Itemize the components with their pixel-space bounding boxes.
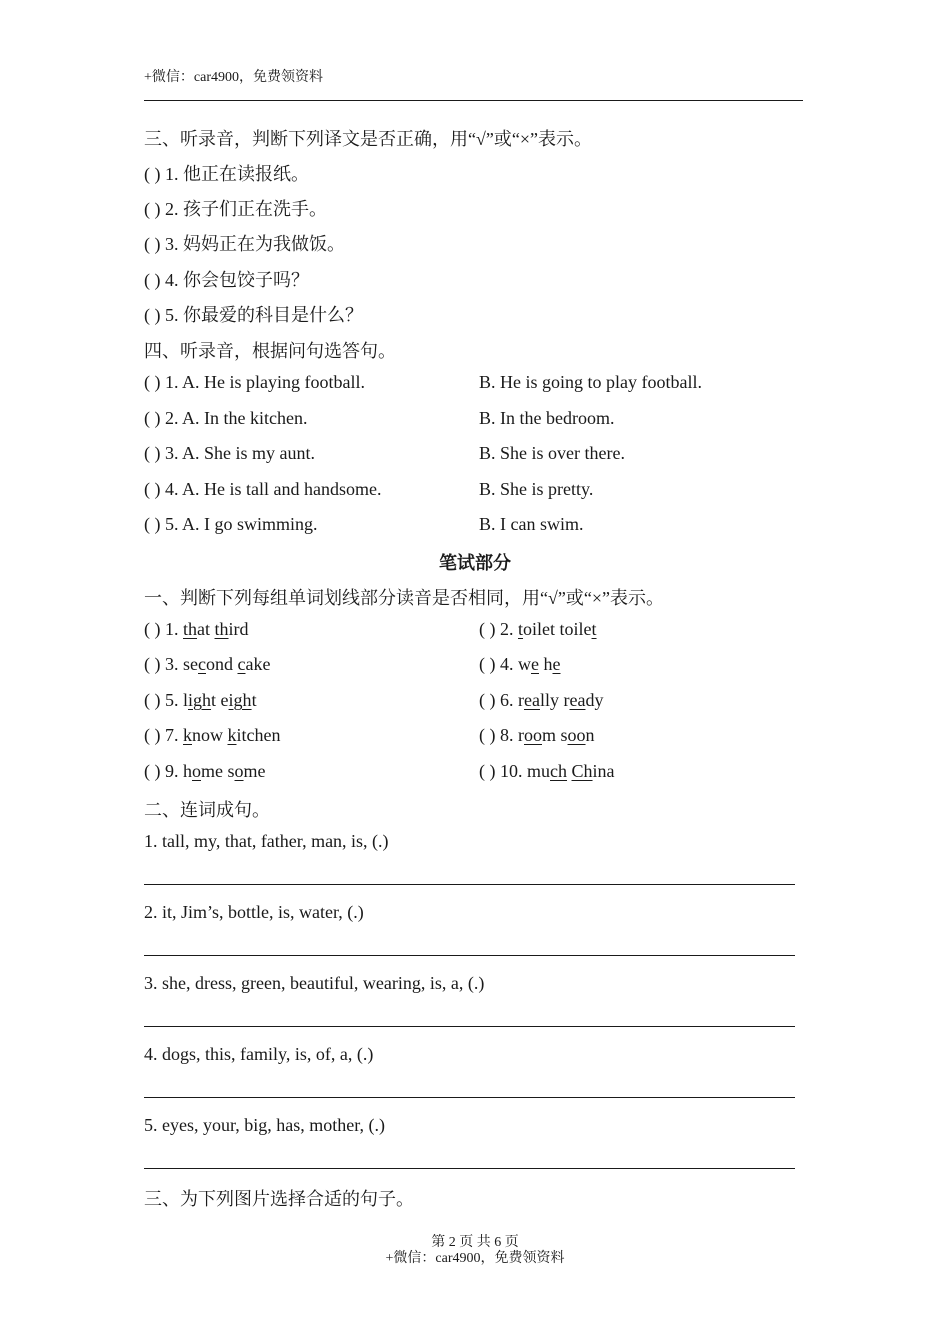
section3-title: 三、听录音，判断下列译文是否正确，用“√”或“×”表示。 bbox=[144, 129, 592, 149]
underlined-letters: o bbox=[192, 761, 201, 781]
word-part: h bbox=[543, 654, 553, 674]
choice-b: B. She is pretty. bbox=[479, 479, 594, 499]
word-part: oilet bbox=[523, 619, 556, 639]
underlined-letters: c bbox=[237, 654, 246, 674]
item-number: 10. bbox=[500, 761, 523, 781]
answer-paren: ( ) bbox=[144, 690, 161, 710]
underlined-letters: e bbox=[531, 654, 539, 674]
word-part: t bbox=[211, 690, 217, 710]
underlined-letters: ea bbox=[524, 690, 540, 710]
choice-a: ( ) 3. A. She is my aunt. bbox=[144, 443, 315, 463]
written2-title: 二、连词成句。 bbox=[144, 800, 270, 820]
underlined-letters: t bbox=[591, 619, 597, 639]
underlined-letters: igh bbox=[188, 690, 212, 710]
word-part: ond bbox=[206, 654, 233, 674]
underlined-letters: oo bbox=[567, 725, 586, 745]
word-part: r bbox=[518, 725, 524, 745]
phonics-item bbox=[144, 654, 270, 675]
word-part: m bbox=[542, 725, 557, 745]
sentence-prompt: 2. it, Jim’s, bottle, is, water, (.) bbox=[144, 902, 364, 922]
word-part: s bbox=[227, 761, 235, 781]
answer-line[interactable] bbox=[144, 1026, 795, 1027]
word-part: toile bbox=[559, 619, 592, 639]
item-number: 6. bbox=[500, 690, 514, 710]
underlined-letters: ch bbox=[550, 761, 568, 781]
item-number: 2. bbox=[500, 619, 514, 639]
word-part: now bbox=[192, 725, 223, 745]
word-part: me bbox=[243, 761, 266, 781]
item-number: 9. bbox=[165, 761, 179, 781]
word-part: h bbox=[183, 761, 192, 781]
answer-line[interactable] bbox=[144, 884, 795, 885]
list-item: ( ) 5. 你最爱的科目是什么？ bbox=[144, 305, 363, 325]
section4-title: 四、听录音，根据问句选答句。 bbox=[144, 341, 396, 361]
underlined-letters: k bbox=[227, 725, 237, 745]
footer-note: +微信：car4900，免费领资料 bbox=[385, 1251, 565, 1266]
underlined-letters: th bbox=[183, 619, 198, 639]
word-part: s bbox=[560, 725, 568, 745]
choice-b: B. He is going to play football. bbox=[479, 372, 702, 392]
phonics-item bbox=[479, 690, 603, 711]
phonics-item bbox=[144, 690, 257, 711]
word-part: lly bbox=[539, 690, 559, 710]
answer-line[interactable] bbox=[144, 1168, 795, 1169]
underlined-letters: Ch bbox=[571, 761, 593, 781]
item-number: 7. bbox=[165, 725, 179, 745]
written3-title: 三、为下列图片选择合适的句子。 bbox=[144, 1189, 414, 1209]
underlined-letters: c bbox=[198, 654, 206, 674]
word-part: w bbox=[518, 654, 531, 674]
page-number: 第 2 页 共 6 页 bbox=[431, 1235, 519, 1250]
answer-paren: ( ) bbox=[479, 761, 496, 781]
list-item: ( ) 3. 妈妈正在为我做饭。 bbox=[144, 234, 345, 254]
underlined-letters: t bbox=[518, 619, 524, 639]
underlined-letters: o bbox=[234, 761, 244, 781]
word-part: itchen bbox=[236, 725, 281, 745]
word-part: at bbox=[197, 619, 211, 639]
word-part: ina bbox=[592, 761, 615, 781]
answer-line[interactable] bbox=[144, 955, 795, 956]
phonics-item bbox=[479, 654, 561, 675]
list-item: ( ) 1. 他正在读报纸。 bbox=[144, 164, 309, 184]
list-item: ( ) 4. 你会包饺子吗？ bbox=[144, 270, 309, 290]
list-item: ( ) 2. 孩子们正在洗手。 bbox=[144, 199, 327, 219]
choice-a: ( ) 1. A. He is playing football. bbox=[144, 372, 365, 392]
word-part: se bbox=[183, 654, 198, 674]
answer-paren: ( ) bbox=[144, 761, 161, 781]
answer-paren: ( ) bbox=[479, 725, 496, 745]
phonics-item bbox=[479, 725, 595, 746]
sentence-prompt: 3. she, dress, green, beautiful, wearing, is, a, (.) bbox=[144, 973, 485, 993]
choice-b: B. She is over there. bbox=[479, 443, 625, 463]
written1-title: 一、判断下列每组单词划线部分读音是否相同，用“√”或“×”表示。 bbox=[144, 588, 664, 608]
item-number: 5. bbox=[165, 690, 179, 710]
answer-paren: ( ) bbox=[144, 654, 161, 674]
answer-line[interactable] bbox=[144, 1097, 795, 1098]
word-part: t bbox=[251, 690, 257, 710]
word-part: ird bbox=[228, 619, 249, 639]
item-number: 1. bbox=[165, 619, 179, 639]
underlined-letters: e bbox=[552, 654, 561, 674]
answer-paren: ( ) bbox=[144, 725, 161, 745]
choice-b: B. In the bedroom. bbox=[479, 408, 615, 428]
choice-a: ( ) 2. A. In the kitchen. bbox=[144, 408, 308, 428]
answer-paren: ( ) bbox=[479, 654, 496, 674]
phonics-item bbox=[479, 619, 597, 640]
choice-a: ( ) 5. A. I go swimming. bbox=[144, 514, 318, 534]
choice-b: B. I can swim. bbox=[479, 514, 584, 534]
item-number: 8. bbox=[500, 725, 514, 745]
underlined-letters: k bbox=[183, 725, 192, 745]
answer-paren: ( ) bbox=[479, 690, 496, 710]
underlined-letters: th bbox=[214, 619, 229, 639]
answer-paren: ( ) bbox=[144, 619, 161, 639]
answer-paren: ( ) bbox=[479, 619, 496, 639]
item-number: 3. bbox=[165, 654, 179, 674]
item-number: 4. bbox=[500, 654, 514, 674]
written-part-title: 笔试部分 bbox=[439, 553, 511, 573]
header-divider bbox=[144, 100, 803, 101]
word-part: ake bbox=[245, 654, 271, 674]
word-part: mu bbox=[527, 761, 551, 781]
word-part: n bbox=[585, 725, 595, 745]
sentence-prompt: 5. eyes, your, big, has, mother, (.) bbox=[144, 1115, 386, 1135]
phonics-item bbox=[144, 761, 266, 782]
word-part: e bbox=[220, 690, 229, 710]
phonics-item bbox=[144, 619, 249, 640]
word-part: l bbox=[183, 690, 189, 710]
word-part: dy bbox=[585, 690, 604, 710]
phonics-item bbox=[479, 761, 615, 782]
sentence-prompt: 1. tall, my, that, father, man, is, (.) bbox=[144, 831, 389, 851]
underlined-letters: oo bbox=[524, 725, 542, 745]
choice-a: ( ) 4. A. He is tall and handsome. bbox=[144, 479, 382, 499]
underlined-letters: igh bbox=[228, 690, 252, 710]
sentence-prompt: 4. dogs, this, family, is, of, a, (.) bbox=[144, 1044, 374, 1064]
phonics-item bbox=[144, 725, 280, 746]
word-part: r bbox=[518, 690, 524, 710]
word-part: me bbox=[201, 761, 223, 781]
underlined-letters: ea bbox=[569, 690, 586, 710]
word-part: r bbox=[563, 690, 570, 710]
header-note: +微信：car4900，免费领资料 bbox=[144, 70, 323, 85]
